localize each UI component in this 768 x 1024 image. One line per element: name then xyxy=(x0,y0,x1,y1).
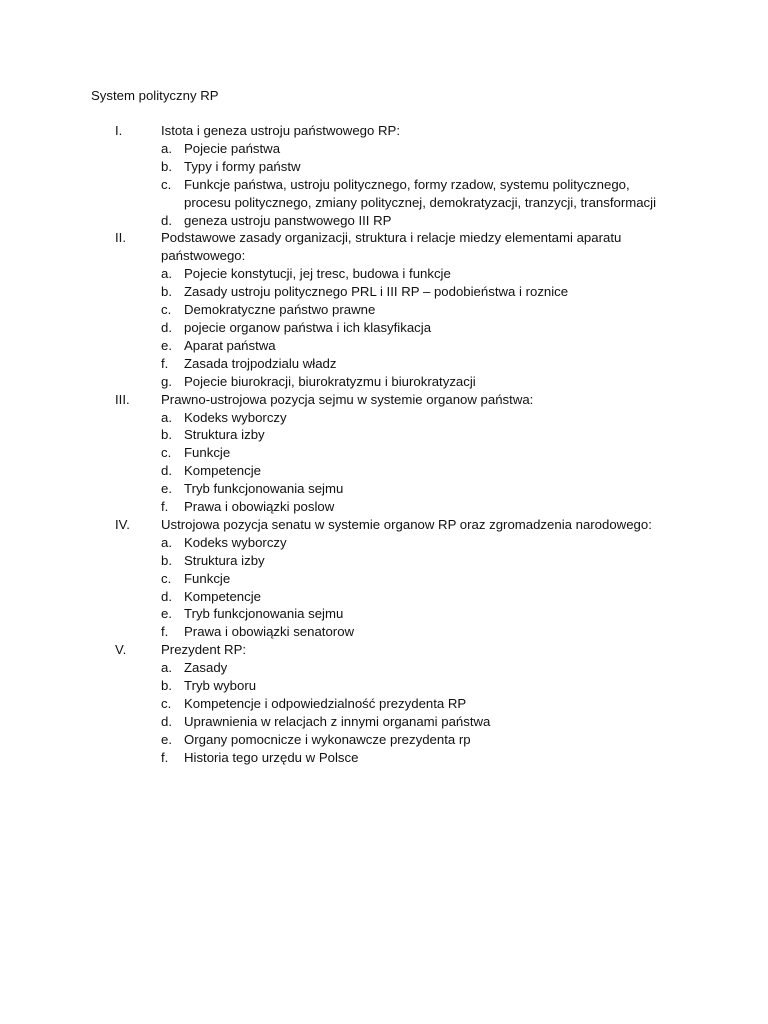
item-letter: b. xyxy=(161,552,172,568)
item-text: Zasady xyxy=(184,660,228,676)
item-letter: f. xyxy=(161,749,169,765)
outline-section xyxy=(0,516,768,641)
list-item xyxy=(0,301,768,319)
item-text: Historia tego urzędu w Polsce xyxy=(184,749,359,765)
list-item xyxy=(0,605,768,623)
item-letter: b. xyxy=(161,158,172,174)
item-text: Kompetencje i odpowiedzialność prezydenta RP xyxy=(184,696,467,711)
list-item xyxy=(0,283,768,301)
item-text: Tryb wyboru xyxy=(184,678,257,694)
section-heading-row xyxy=(0,516,768,534)
list-item xyxy=(0,749,768,767)
outline-list xyxy=(0,122,768,767)
section-numeral: V. xyxy=(115,642,127,658)
item-text: Struktura izby xyxy=(184,552,265,568)
item-letter: a. xyxy=(161,660,172,676)
item-text: Zasady ustroju politycznego PRL i III RP – podobieństwa i roznice xyxy=(184,284,569,300)
document-title: System polityczny RP xyxy=(91,88,219,103)
item-text: Prawa i obowiązki poslow xyxy=(184,499,335,515)
item-text: Uprawnienia w relacjach z innymi organami państwa xyxy=(184,713,491,729)
section-heading-row xyxy=(0,122,768,140)
list-item xyxy=(0,462,768,480)
section-heading-row xyxy=(0,391,768,409)
list-item xyxy=(0,212,768,230)
item-text: Prawa i obowiązki senatorow xyxy=(184,624,355,640)
list-item xyxy=(0,731,768,749)
list-item xyxy=(0,319,768,337)
item-text: Kodeks wyborczy xyxy=(184,534,287,550)
item-letter: c. xyxy=(161,570,172,586)
section-numeral: II. xyxy=(115,230,126,246)
list-item xyxy=(0,409,768,427)
item-letter: f. xyxy=(161,355,169,371)
item-letter: e. xyxy=(161,606,172,622)
item-text: Funkcje xyxy=(184,445,231,461)
item-letter: c. xyxy=(161,696,172,711)
section-heading: Podstawowe zasady organizacji, struktura i relacje miedzy elementami aparatu państwowego: xyxy=(161,230,622,264)
section-numeral: IV. xyxy=(115,516,130,532)
item-letter: d. xyxy=(161,463,172,479)
item-letter: e. xyxy=(161,337,172,353)
list-item xyxy=(0,176,768,212)
section-numeral: III. xyxy=(115,391,130,407)
item-letter: f. xyxy=(161,499,169,515)
item-text: Organy pomocnicze i wykonawcze prezydenta rp xyxy=(184,731,471,747)
item-letter: a. xyxy=(161,534,172,550)
item-letter: d. xyxy=(161,713,172,729)
item-letter: e. xyxy=(161,481,172,497)
section-heading: Prezydent RP: xyxy=(161,642,247,658)
item-letter: b. xyxy=(161,427,172,443)
list-item xyxy=(0,695,768,713)
list-item xyxy=(0,659,768,677)
list-item xyxy=(0,355,768,373)
item-letter: b. xyxy=(161,284,172,300)
section-heading: Ustrojowa pozycja senatu w systemie organow RP oraz zgromadzenia narodowego: xyxy=(161,516,652,532)
list-item xyxy=(0,444,768,462)
item-letter: d. xyxy=(161,212,172,228)
list-item xyxy=(0,713,768,731)
item-text: Tryb funkcjonowania sejmu xyxy=(184,481,344,497)
list-item xyxy=(0,552,768,570)
item-text: Aparat państwa xyxy=(184,337,276,353)
item-letter: c. xyxy=(161,445,172,461)
item-letter: b. xyxy=(161,678,172,694)
item-text: Kompetencje xyxy=(184,463,261,479)
item-letter: d. xyxy=(161,588,172,604)
item-text: Pojecie państwa xyxy=(184,140,281,156)
item-text: Typy i formy państw xyxy=(184,158,301,174)
list-item xyxy=(0,426,768,444)
list-item xyxy=(0,265,768,283)
section-heading: Prawno-ustrojowa pozycja sejmu w systemie organow państwa: xyxy=(161,391,534,407)
item-text: Kompetencje xyxy=(184,588,261,604)
list-item xyxy=(0,677,768,695)
item-letter: d. xyxy=(161,319,172,335)
item-text: Demokratyczne państwo prawne xyxy=(184,302,376,318)
list-item xyxy=(0,373,768,391)
item-letter: c. xyxy=(161,302,172,318)
item-text: Tryb funkcjonowania sejmu xyxy=(184,606,344,622)
list-item xyxy=(0,498,768,516)
item-letter: f. xyxy=(161,624,169,640)
section-heading: Istota i geneza ustroju państwowego RP: xyxy=(161,123,400,138)
item-text: Struktura izby xyxy=(184,427,265,443)
section-heading-row xyxy=(0,641,768,659)
item-text: geneza ustroju panstwowego III RP xyxy=(184,212,392,228)
list-item xyxy=(0,480,768,498)
list-item xyxy=(0,534,768,552)
item-text: Funkcje xyxy=(184,570,231,586)
list-item xyxy=(0,588,768,606)
item-letter: a. xyxy=(161,409,172,425)
item-letter: a. xyxy=(161,140,172,156)
list-item xyxy=(0,623,768,641)
outline-section xyxy=(0,122,768,229)
item-text: pojecie organow państwa i ich klasyfikacja xyxy=(184,319,432,335)
outline-section xyxy=(0,229,768,390)
item-letter: g. xyxy=(161,373,172,389)
outline-section xyxy=(0,391,768,516)
item-letter: e. xyxy=(161,731,172,747)
section-numeral: I. xyxy=(115,123,123,138)
list-item xyxy=(0,570,768,588)
item-text: Funkcje państwa, ustroju politycznego, formy rzadow, systemu politycznego, procesu politycznego, zmiany politycznej, demokratyzacji, tranzycji, transformacji xyxy=(184,176,657,210)
item-letter: c. xyxy=(161,176,172,192)
item-text: Pojecie biurokracji, biurokratyzmu i biurokratyzacji xyxy=(184,373,476,389)
list-item xyxy=(0,158,768,176)
item-letter: a. xyxy=(161,266,172,282)
item-text: Zasada trojpodzialu władz xyxy=(184,355,337,371)
section-heading-row xyxy=(0,229,768,265)
list-item xyxy=(0,337,768,355)
outline-section xyxy=(0,641,768,766)
item-text: Pojecie konstytucji, jej tresc, budowa i funkcje xyxy=(184,266,451,282)
item-text: Kodeks wyborczy xyxy=(184,409,287,425)
list-item xyxy=(0,140,768,158)
